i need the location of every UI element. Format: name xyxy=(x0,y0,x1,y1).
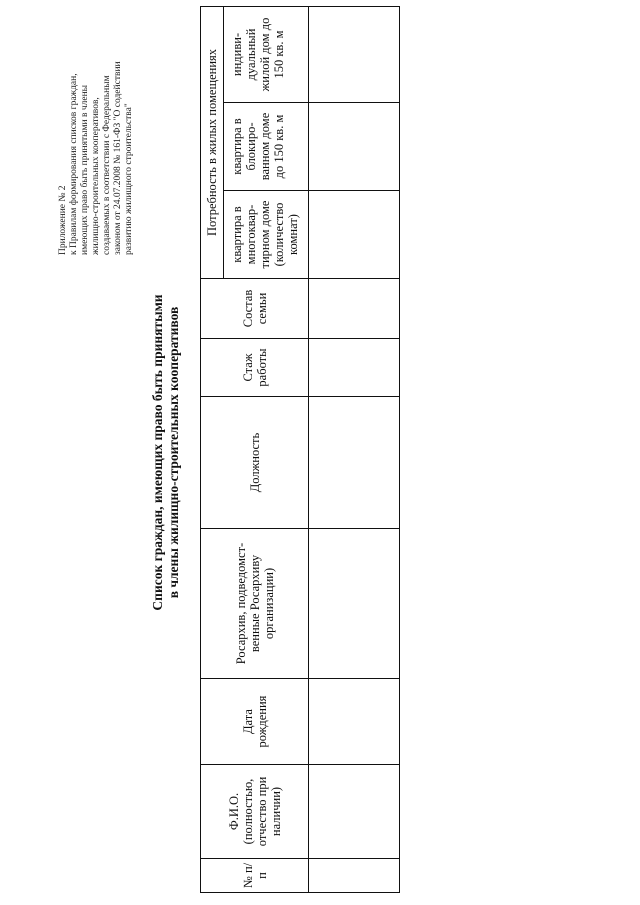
table-cell xyxy=(309,103,400,191)
annex-line: развитию жилищного строительства" xyxy=(124,103,134,255)
title-line-1: Список граждан, имеющих право быть принятыми xyxy=(150,294,165,611)
annex-line: жилищно-строительных кооперативов, xyxy=(91,97,101,255)
table-cell xyxy=(309,339,400,397)
header-family: Состав семьи xyxy=(201,279,309,339)
table-cell xyxy=(309,7,400,103)
table-cell xyxy=(309,191,400,279)
table-cell xyxy=(309,765,400,859)
header-num: № п/п xyxy=(201,859,309,893)
header-birth-date: Дата рождения xyxy=(201,679,309,765)
header-need-block-house: квартира в блокиро-ванном доме до 150 кв. м xyxy=(224,103,309,191)
table-cell xyxy=(309,397,400,529)
header-need-individual-house: индиви-дуальный жилой дом до 150 кв. м xyxy=(224,7,309,103)
table-cell xyxy=(309,859,400,893)
document-title xyxy=(150,0,182,905)
annex-line: создаваемых в соответствии с Федеральным xyxy=(102,75,112,255)
header-fio: Ф.И.О. (полностью, отчество при наличии) xyxy=(201,765,309,859)
annex-line: имеющих право быть принятыми в члены xyxy=(80,84,90,255)
header-position: Должность xyxy=(201,397,309,529)
annex-note xyxy=(58,20,135,255)
citizens-table xyxy=(200,6,400,893)
annex-line: к Правилам формирования списков граждан, xyxy=(69,73,79,255)
header-housing-need: Потребность в жилых помещениях xyxy=(201,7,224,279)
table-cell xyxy=(309,679,400,765)
annex-line: законом от 24.07.2008 № 161-ФЗ "О содействии xyxy=(113,61,123,255)
header-experience: Стаж работы xyxy=(201,339,309,397)
header-need-apartment: квартира в многоквар-тирном доме (количество комнат) xyxy=(224,191,309,279)
table-cell xyxy=(309,279,400,339)
annex-line: Приложение № 2 xyxy=(58,185,68,255)
title-line-2: в члены жилищно-строительных кооперативов xyxy=(166,306,181,599)
table-row xyxy=(309,7,400,893)
header-organization: Росархив, подведомст-венные Росархиву организации) xyxy=(201,529,309,679)
table-cell xyxy=(309,529,400,679)
